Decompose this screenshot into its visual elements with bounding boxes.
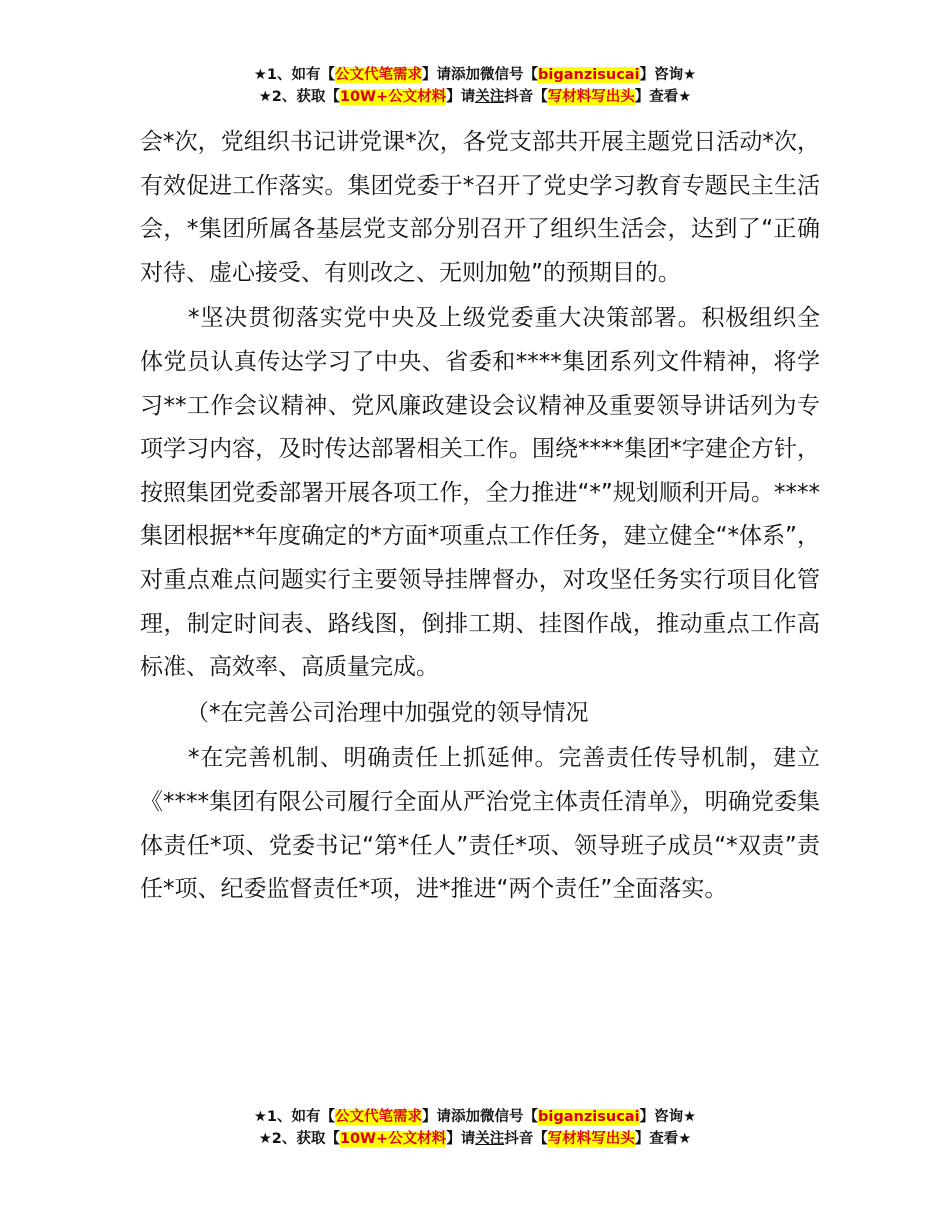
underlined-text: 关注: [475, 89, 505, 105]
highlight-text: 10W+公文材料: [339, 89, 447, 105]
document-body: [140, 121, 820, 912]
wechat-id: biganzisucai: [538, 67, 640, 83]
underlined-text: 关注: [475, 1131, 505, 1147]
body-paragraph-2: *坚决贯彻落实党中央及上级党委重大决策部署。积极组织全体党员认真传达学习了中央、省委和****集团系列文件精神，将学习**工作会议精神、党风廉政建设会议精神及重要领导讲话列为专项学习内容，及时传达部署相关工作。围绕****集团*字建企方针，按照集团党委部署开展各项工作，全力推进“*”规划顺利开局。****集团根据**年度确定的*方面*项重点工作任务，建立健全“*体系”，对重点难点问题实行主要领导挂牌督办，对攻坚任务实行项目化管理，制定时间表、路线图，倒排工期、挂图作战，推动重点工作高标准、高效率、高质量完成。: [140, 305, 820, 681]
banner-text: 】查看★: [634, 1131, 692, 1147]
highlight-text: 公文代笔需求: [335, 1109, 423, 1125]
banner-line-2: [0, 86, 950, 108]
footer-banner: [0, 1106, 950, 1150]
highlight-text: 写材料写出头: [547, 1131, 635, 1147]
banner-text: ★2、获取【: [258, 89, 340, 105]
banner-text: 】咨询★: [639, 67, 697, 83]
banner-text: 抖音【: [504, 89, 548, 105]
banner-text: 】请添加微信号【: [422, 1109, 539, 1125]
wechat-id: biganzisucai: [538, 1109, 640, 1125]
header-banner: [0, 64, 950, 108]
section-heading: （*在完善公司治理中加强党的领导情况: [186, 699, 589, 726]
banner-text: ★2、获取【: [258, 1131, 340, 1147]
banner-text: 】请: [446, 1131, 476, 1147]
banner-line-1: [0, 64, 950, 86]
banner-text: ★1、如有【: [253, 67, 336, 83]
banner-text: 】咨询★: [639, 1109, 697, 1125]
banner-text: ★1、如有【: [253, 1109, 336, 1125]
banner-text: 抖音【: [504, 1131, 548, 1147]
highlight-text: 10W+公文材料: [339, 1131, 447, 1147]
body-paragraph-3: *在完善机制、明确责任上抓延伸。完善责任传导机制，建立《****集团有限公司履行全面从严治党主体责任清单》，明确党委集体责任*项、党委书记“第*任人”责任*项、领导班子成员“*双责”责任*项、纪委监督责任*项，进*推进“两个责任”全面落实。: [140, 745, 820, 903]
banner-text: 】请: [446, 89, 476, 105]
highlight-text: 公文代笔需求: [335, 67, 423, 83]
banner-line-2: [0, 1128, 950, 1150]
body-paragraph-1: 会*次，党组织书记讲党课*次，各党支部共开展主题党日活动*次，有效促进工作落实。集团党委于*召开了党史学习教育专题民主生活会，*集团所属各基层党支部分别召开了组织生活会，达到了“正确对待、虚心接受、有则改之、无则加勉”的预期目的。: [140, 129, 820, 286]
banner-line-1: [0, 1106, 950, 1128]
highlight-text: 写材料写出头: [547, 89, 635, 105]
banner-text: 】查看★: [634, 89, 692, 105]
banner-text: 】请添加微信号【: [422, 67, 539, 83]
